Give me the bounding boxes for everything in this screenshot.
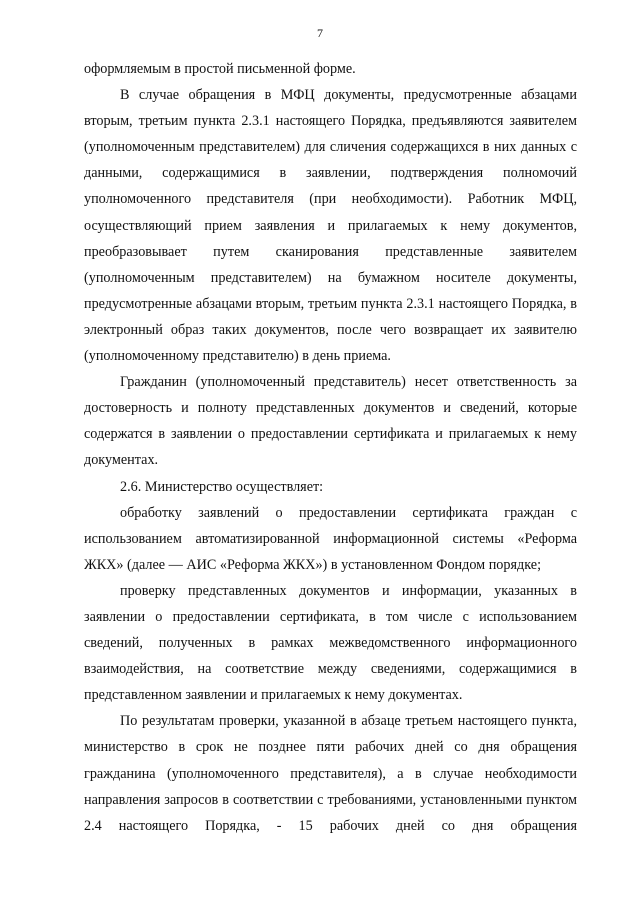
paragraph-processing-applications: обработку заявлений о предоставлении сертификата граждан с использованием автоматизированной информационной системы «Реформа ЖКХ» (далее — АИС «Реформа ЖКХ») в установленном Фондом порядке; <box>84 504 577 573</box>
document-body <box>84 56 577 839</box>
paragraph-document-verification: проверку представленных документов и информации, указанных в заявлении о предоставлении сертификата, в том числе с использованием сведений, полученных в рамках межведомственного информационного взаимодействия, на соответствие между сведениями, содержащимися в представленном заявлении и прилагаемых к нему документах. <box>84 582 577 704</box>
paragraph-verification-results: По результатам проверки, указанной в абзаце третьем настоящего пункта, министерство в срок не позднее пяти рабочих дней со дня обращения гражданина (уполномоченного представителя), а в случае необходимости направления запросов в соответствии с требованиями, установленными пунктом 2.4 настоящего Порядка, - 15 рабочих дней со дня обращения <box>84 713 577 834</box>
paragraph-mfc-documents: В случае обращения в МФЦ документы, предусмотренные абзацами вторым, третьим пункта 2.3.1 настоящего Порядка, предъявляются заявителем (уполномоченным представителем) для сличения содержащихся в них данных с данными, содержащимися в заявлении, подтверждения полномочий уполномоченного представителя (при необходимости). Работник МФЦ, осуществляющий прием заявления и прилагаемых к нему документов, преобразовывает путем сканирования представленные заявителем (уполномоченным представителем) на бумажном носителе документы, предусмотренные абзацами вторым, третьим пункта 2.3.1 настоящего Порядка, в электронный образ таких документов, после чего возвращает их заявителю (уполномоченному представителю) в день приема. <box>84 87 577 365</box>
paragraph-continuation: оформляемым в простой письменной форме. <box>84 61 356 77</box>
paragraph-section-2-6: 2.6. Министерство осуществляет: <box>120 478 324 495</box>
page-number: 7 <box>317 26 323 40</box>
paragraph-citizen-responsibility: Гражданин (уполномоченный представитель) несет ответственность за достоверность и полноту представленных документов и сведений, которые содержатся в заявлении о предоставлении сертификата и прилагаемых к нему документах. <box>84 374 577 469</box>
